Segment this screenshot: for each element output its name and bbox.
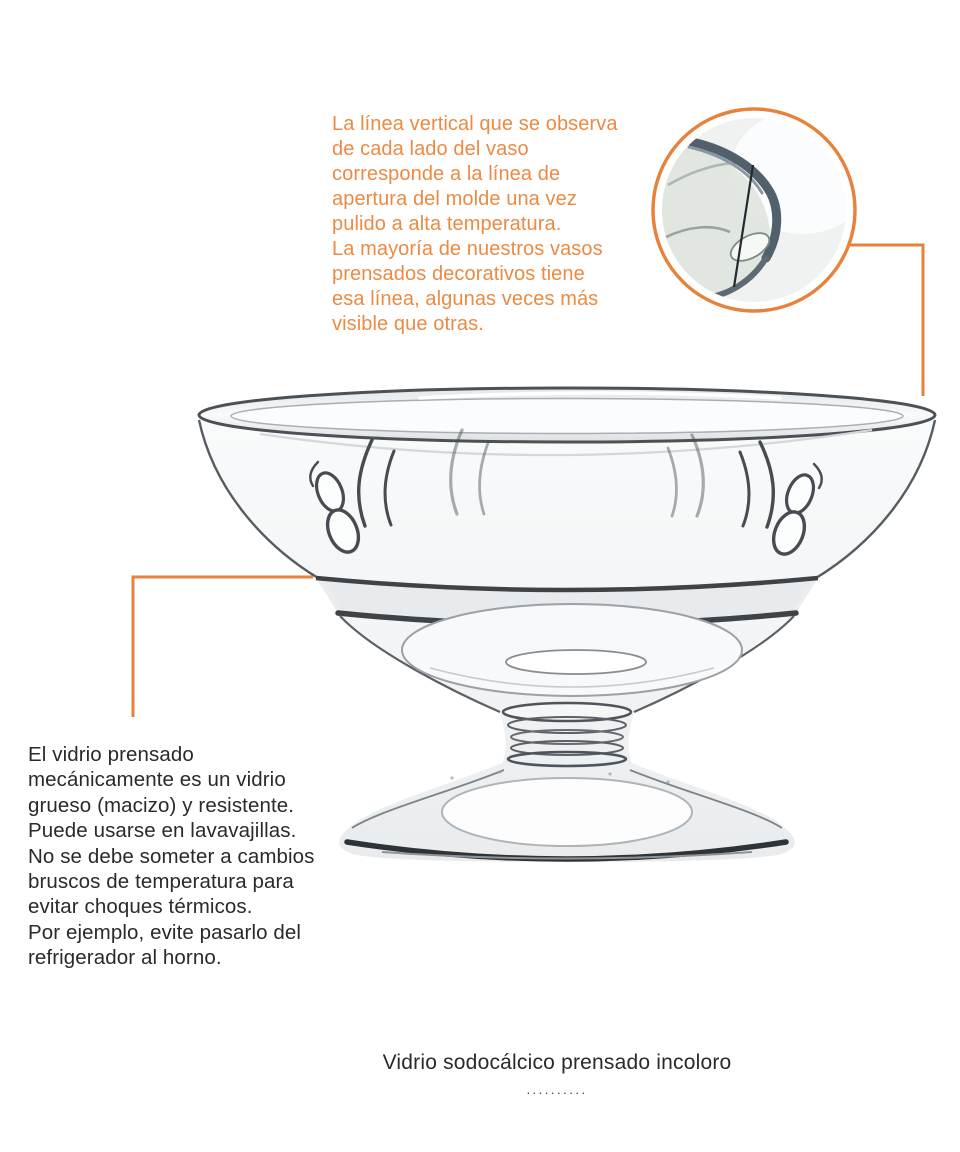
note-line: esa línea, algunas veces más (332, 288, 599, 310)
bowl-inner-reflections (402, 604, 742, 696)
mold-line-detail-inset (653, 109, 874, 311)
connector-line-right (848, 245, 923, 396)
note-line: mecánicamente es un vidrio (28, 768, 286, 792)
note-line: grueso (macizo) y resistente. (28, 793, 295, 817)
note-line: pulido a alta temperatura. (332, 213, 562, 235)
note-line: refrigerador al horno. (28, 946, 222, 970)
note-line: de cada lado del vaso (332, 138, 529, 160)
material-caption (157, 1051, 957, 1097)
note-line: No se debe someter a cambios (28, 844, 315, 868)
note-line: La línea vertical que se observa (332, 113, 618, 135)
note-line: Por ejemplo, evite pasarlo del (28, 920, 302, 944)
pressed-glass-note (28, 742, 315, 971)
note-line: apertura del molde una vez (332, 188, 577, 210)
connector-line-left (133, 577, 313, 717)
note-line: corresponde a la línea de (332, 163, 561, 185)
note-line: evitar choques térmicos. (28, 895, 253, 919)
note-line: visible que otras. (332, 313, 484, 335)
note-line: Puede usarse en lavavajillas. (28, 819, 297, 843)
caption-dotted-line: .......... (526, 1082, 588, 1097)
mold-line-note (332, 112, 618, 337)
note-line: La mayoría de nuestros vasos (332, 238, 603, 260)
material-caption-title: Vidrio sodocálcico prensado incoloro (382, 1051, 732, 1074)
note-line: bruscos de temperatura para (28, 870, 294, 894)
note-line: El vidrio prensado (28, 743, 194, 766)
note-line: prensados decorativos tiene (332, 263, 585, 285)
